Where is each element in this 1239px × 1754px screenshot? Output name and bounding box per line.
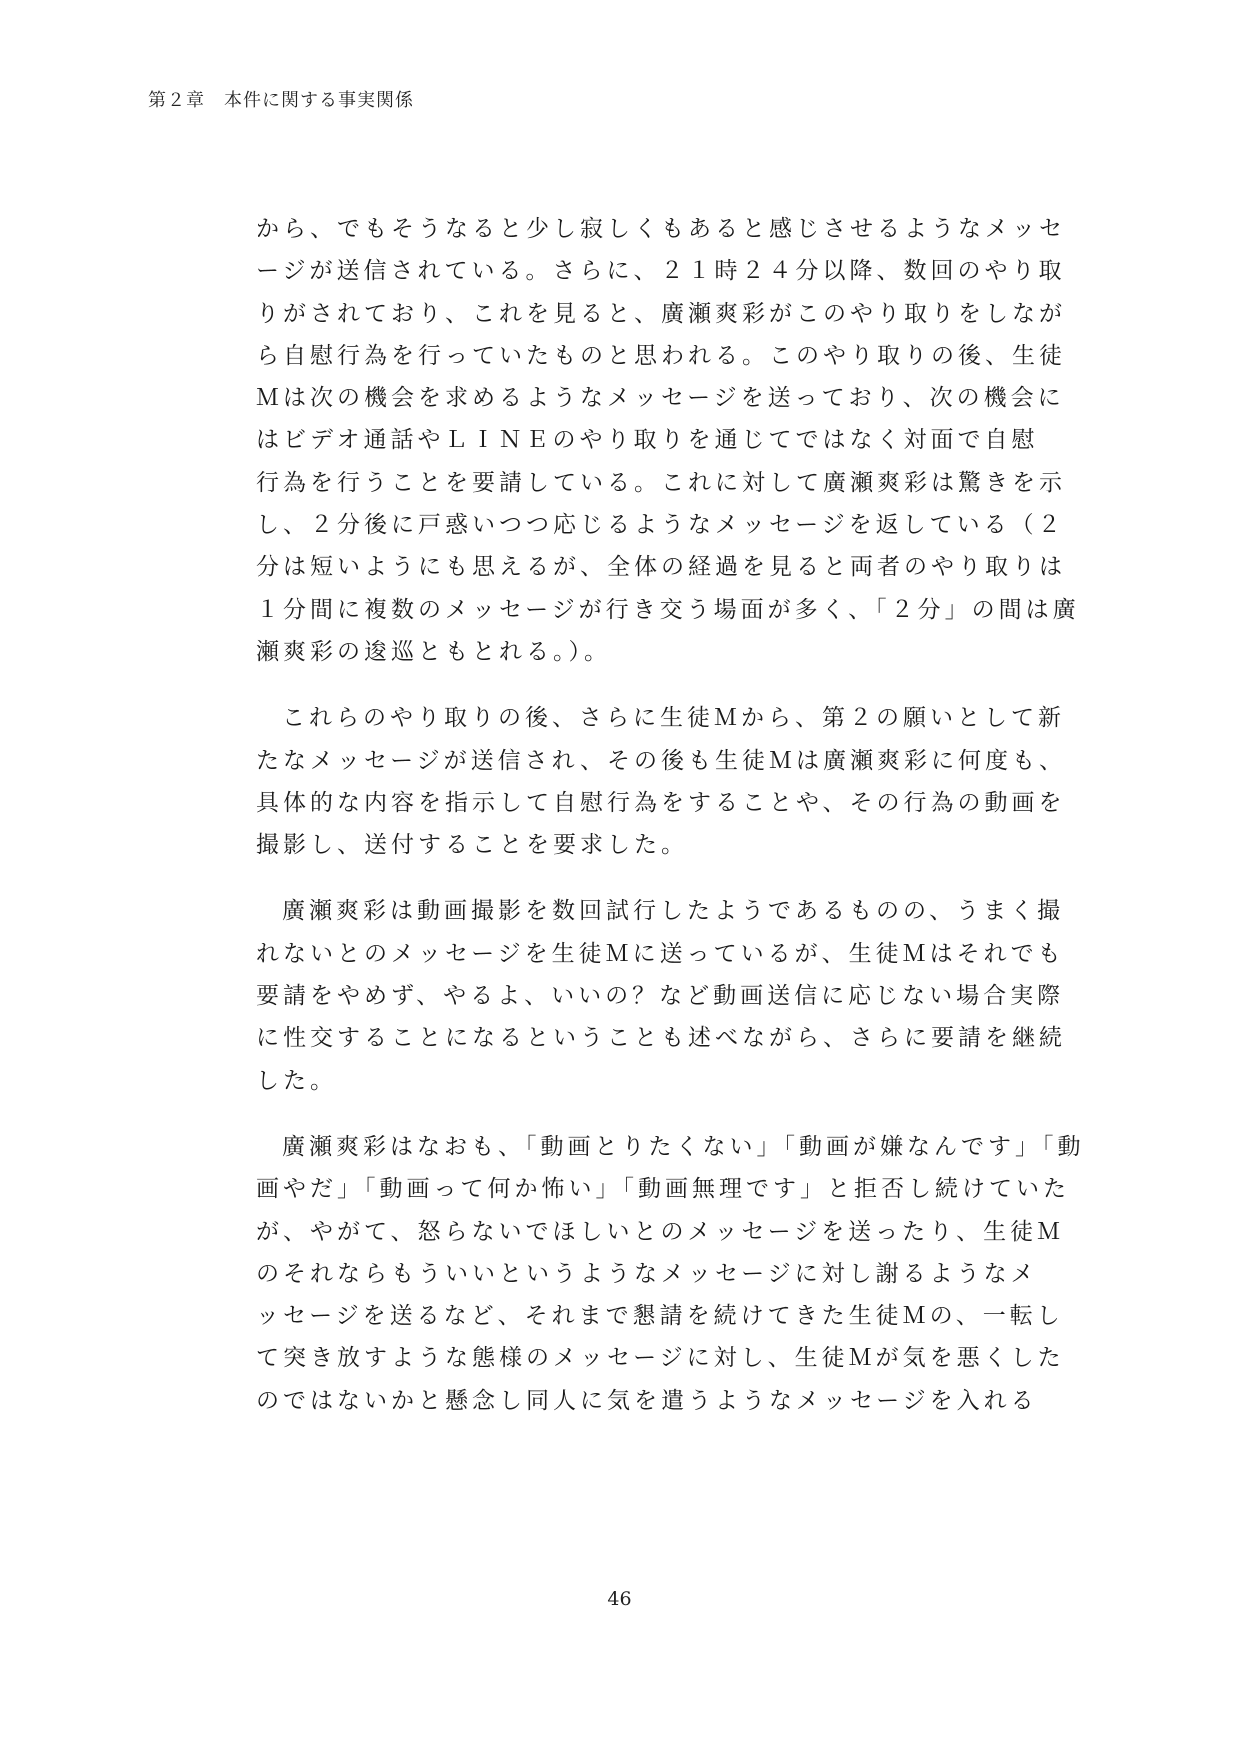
paragraph [256,208,1080,673]
text-line: のではないかと懸念し同人に気を遣うようなメッセージを入れる [256,1387,1038,1414]
text-line: のそれならもういいというようなメッセージに対し謝るようなメ [256,1260,1038,1287]
text-line: し、２分後に戸惑いつつ応じるようなメッセージを返している（２ [256,512,1065,539]
paragraph [256,697,1066,866]
text-line: たなメッセージが送信され、その後も生徒Ｍは廣瀬爽彩に何度も、 [256,747,1066,774]
text-line: はビデオ通話やＬＩＮＥのやり取りを通じてではなく対面で自慰 [256,427,1039,454]
text-line: ら自慰行為を行っていたものと思われる。このやり取りの後、生徒 [256,342,1066,369]
text-line: Ｍは次の機会を求めるようなメッセージを送っており、次の機会に [256,385,1065,412]
text-line: これらのやり取りの後、さらに生徒Ｍから、第２の願いとして新 [282,705,1065,732]
text-line: 廣瀬爽彩は動画撮影を数回試行したようであるものの、うまく撮 [282,898,1065,925]
text-line: 具体的な内容を指示して自慰行為をすることや、その行為の動画を [256,789,1066,816]
page-number: 46 [607,1588,632,1610]
text-line: が、やがて、怒らないでほしいとのメッセージを送ったり、生徒Ｍ [256,1218,1065,1245]
text-line: りがされており、これを見ると、廣瀬爽彩がこのやり取りをしなが [256,300,1066,327]
text-line: １分間に複数のメッセージが行き交う場面が多く、「２分」の間は廣 [256,596,1080,623]
text-line: 要請をやめず、やるよ、いいの？など動画送信に応じない場合実際 [256,983,1065,1010]
text-line: ッセージを送るなど、それまで懇請を続けてきた生徒Ｍの、一転し [256,1303,1064,1330]
text-line: て突き放すような態様のメッセージに対し、生徒Ｍが気を悪くした [256,1345,1065,1372]
text-line: から、でもそうなると少し寂しくもあると感じさせるようなメッセ [256,216,1066,242]
text-line: 撮影し、送付することを要求した。 [256,832,688,859]
paragraph [256,1126,1085,1422]
paragraph [256,890,1066,1101]
chapter-header: 第２章 本件に関する事実関係 [148,90,414,111]
text-line: 行為を行うことを要請している。これに対して廣瀬爽彩は驚きを示 [256,469,1066,496]
text-line: 廣瀬爽彩はなおも、「動画とりたくない」「動画が嫌なんです」「動 [282,1133,1085,1160]
text-line: した。 [256,1067,337,1094]
text-line: れないとのメッセージを生徒Ｍに送っているが、生徒Ｍはそれでも [256,940,1065,967]
body-text [256,208,1085,1446]
text-line: ージが送信されている。さらに、２１時２４分以降、数回のやり取 [256,258,1066,285]
text-line: 分は短いようにも思えるが、全体の経過を見ると両者のやり取りは [256,554,1066,581]
text-line: に性交することになるということも述べながら、さらに要請を継続 [256,1025,1066,1052]
text-line: 瀬爽彩の逡巡ともとれる。）。 [256,638,611,665]
text-line: 画やだ」「動画って何か怖い」「動画無理です」と拒否し続けていた [256,1176,1070,1203]
